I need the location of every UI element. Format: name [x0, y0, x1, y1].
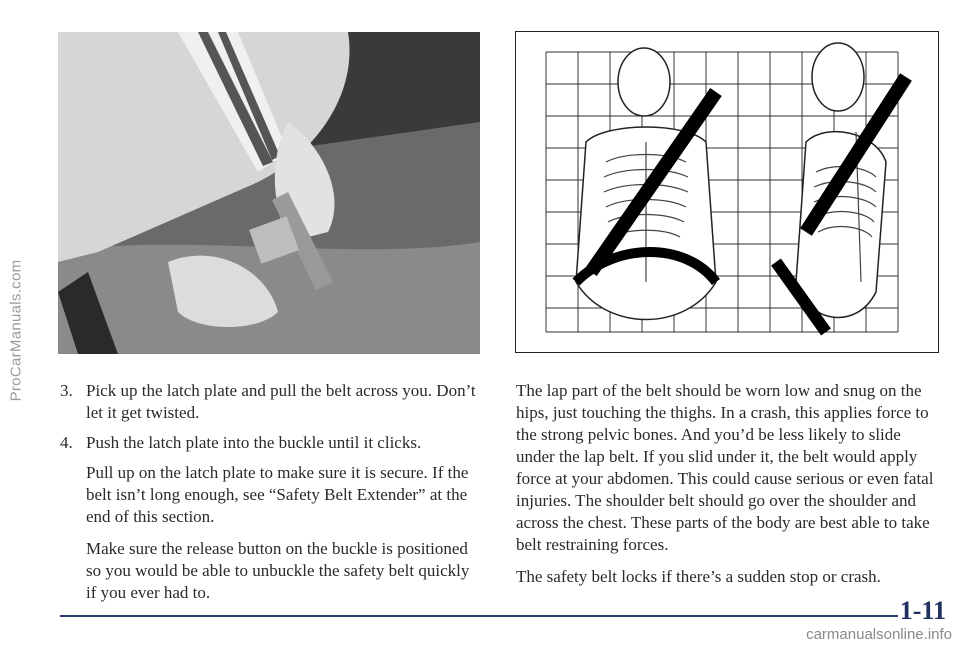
step-4	[60, 432, 480, 454]
step-text: Pick up the latch plate and pull the belt across you. Don’t let it get twisted.	[86, 381, 476, 422]
side-watermark	[6, 70, 26, 590]
paragraph: Pull up on the latch plate to make sure it is secure. If the belt isn’t long enough, see “Safety Belt Extender” at the end of this section.	[86, 463, 469, 526]
footer-rule	[60, 615, 898, 617]
paragraph: The safety belt locks if there’s a sudden stop or crash.	[516, 567, 881, 586]
step-number: 3.	[60, 381, 73, 400]
page-number: 1-11	[899, 596, 946, 625]
right-column	[516, 380, 940, 598]
footer-watermark: carmanualsonline.info	[806, 626, 952, 643]
left-column	[60, 380, 480, 614]
step-number: 4.	[60, 433, 73, 452]
paragraph: Make sure the release button on the buckle is positioned so you would be able to unbuckle the safety belt quickly if you ever had to.	[86, 539, 470, 602]
paragraph: The lap part of the belt should be worn low and snug on the hips, just touching the thighs. In a crash, this applies force to the strong pelvic bones. And you’d be less likely to slide under the lap belt. If you slid under it, the belt would apply force at your abdomen. This could cause serious or even fatal injuries. The shoulder belt should go over the shoulder and across the chest. These parts of the body are best able to take belt restraining forces.	[516, 381, 934, 554]
step-text: Push the latch plate into the buckle until it clicks.	[86, 433, 422, 452]
buckling-photo	[58, 32, 480, 354]
step-3	[60, 380, 480, 424]
side-watermark-text: ProCarManuals.com	[7, 259, 25, 401]
belt-position-diagram	[515, 31, 939, 353]
